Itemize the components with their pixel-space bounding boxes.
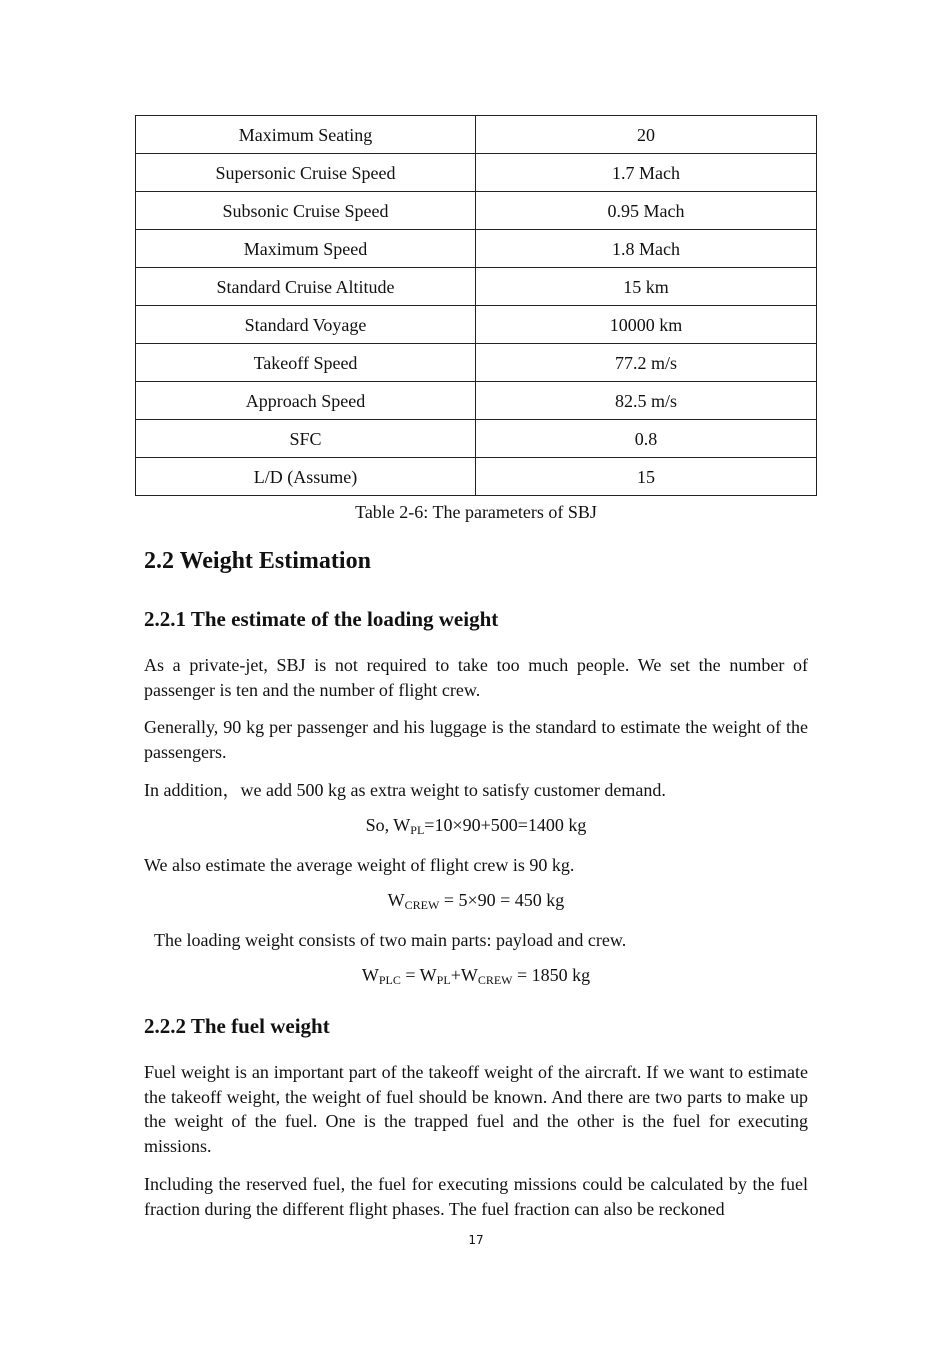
param-value: 77.2 m/s [476,344,817,382]
param-name: Standard Voyage [136,306,476,344]
paragraph: Generally, 90 kg per passenger and his luggage is the standard to estimate the weight of the passengers. [144,717,808,762]
section-heading: 2.2 Weight Estimation [144,548,371,574]
param-value: 20 [476,116,817,154]
table-row [136,420,817,458]
param-name: Approach Speed [136,382,476,420]
table-row [136,192,817,230]
param-name: Subsonic Cruise Speed [136,192,476,230]
param-name: Standard Cruise Altitude [136,268,476,306]
paragraph: Fuel weight is an important part of the takeoff weight of the aircraft. If we want to estimate the takeoff weight, the weight of fuel should be known. And there are two parts to make up the weight of the fuel. One is the trapped fuel and the other is the fuel for executing missions. [144,1062,808,1156]
param-name: L/D (Assume) [136,458,476,496]
page-number: 17 [468,1233,484,1247]
param-name: SFC [136,420,476,458]
subsection-heading-fuel: 2.2.2 The fuel weight [144,1014,330,1038]
equation-loading: WPLC = WPL+WCREW = 1850 kg [361,965,591,987]
paragraph: In addition，we add 500 kg as extra weight to satisfy customer demand. [144,780,666,800]
paragraph: We also estimate the average weight of flight crew is 90 kg. [144,855,575,875]
paragraph: As a private-jet, SBJ is not required to take too much people. We set the number of passenger is ten and the number of flight crew. [144,655,808,700]
subsection-heading-loading: 2.2.1 The estimate of the loading weight [144,607,499,631]
paragraph: Including the reserved fuel, the fuel for executing missions could be calculated by the fuel fraction during the different flight phases. The fuel fraction can also be reckoned [144,1174,808,1219]
param-value: 82.5 m/s [476,382,817,420]
param-value: 0.8 [476,420,817,458]
param-name: Supersonic Cruise Speed [136,154,476,192]
param-name: Maximum Seating [136,116,476,154]
equation-crew: WCREW = 5×90 = 450 kg [387,890,565,912]
table-row [136,382,817,420]
table-row [136,230,817,268]
param-value: 15 km [476,268,817,306]
param-value: 1.8 Mach [476,230,817,268]
table-row [136,154,817,192]
table-row [136,344,817,382]
table-row [136,116,817,154]
equation-payload: So, WPL=10×90+500=1400 kg [365,815,587,837]
paragraph: The loading weight consists of two main parts: payload and crew. [154,930,627,950]
table-row [136,306,817,344]
parameters-table [135,115,817,496]
table-row [136,458,817,496]
param-name: Maximum Speed [136,230,476,268]
table-caption: Table 2-6: The parameters of SBJ [355,502,597,522]
param-name: Takeoff Speed [136,344,476,382]
param-value: 0.95 Mach [476,192,817,230]
table-row [136,268,817,306]
param-value: 10000 km [476,306,817,344]
param-value: 1.7 Mach [476,154,817,192]
param-value: 15 [476,458,817,496]
